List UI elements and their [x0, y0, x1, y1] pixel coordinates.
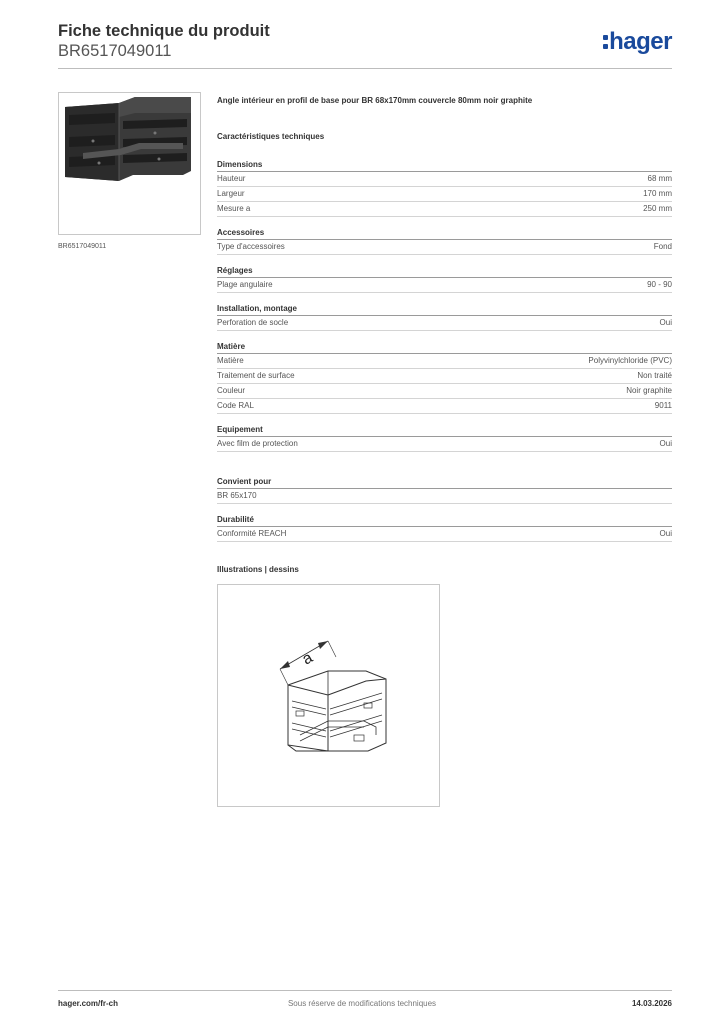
product-photo-image: [59, 93, 200, 234]
group-title: Durabilité: [217, 514, 672, 527]
spec-row: [217, 172, 672, 187]
group-title: Accessoires: [217, 227, 672, 240]
dimension-label: a: [299, 649, 316, 669]
spec-group-convient-pour: [217, 476, 672, 504]
spec-label: Mesure a: [217, 204, 251, 213]
spec-value: 9011: [654, 401, 672, 410]
spec-row: [217, 278, 672, 293]
product-description: Angle intérieur en profil de base pour BR 68x170mm couvercle 80mm noir graphite: [217, 96, 533, 105]
spec-row: [217, 316, 672, 331]
spec-value: Oui: [659, 439, 672, 448]
footer-notice: Sous réserve de modifications techniques: [287, 999, 437, 1008]
spec-label: Traitement de surface: [217, 371, 295, 380]
spec-row: [217, 187, 672, 202]
group-title: Réglages: [217, 265, 672, 278]
group-title: Dimensions: [217, 159, 672, 172]
spec-value: Oui: [659, 529, 672, 538]
spec-label: Plage angulaire: [217, 280, 273, 289]
spec-row: [217, 437, 672, 452]
spec-label: Couleur: [217, 386, 246, 395]
group-title: Convient pour: [217, 476, 672, 489]
spec-label: BR 65x170: [217, 491, 257, 500]
spec-value: 68 mm: [647, 174, 672, 183]
product-reference: BR6517049011: [58, 42, 172, 60]
spec-group-dimensions: [217, 159, 672, 217]
spec-row: [217, 354, 672, 369]
spec-row: [217, 202, 672, 217]
spec-value: 170 mm: [643, 189, 672, 198]
spec-row: [217, 240, 672, 255]
spec-group-accessoires: [217, 227, 672, 255]
spec-row: [217, 369, 672, 384]
header-divider: [58, 68, 672, 69]
spec-value: 250 mm: [643, 204, 672, 213]
spec-value: Oui: [659, 318, 672, 327]
spec-row: [217, 384, 672, 399]
specs-heading: Caractéristiques techniques: [217, 132, 325, 141]
spec-label: Conformité REACH: [217, 529, 287, 538]
spec-row: [217, 399, 672, 414]
spec-value: Polyvinylchloride (PVC): [588, 356, 672, 365]
technical-drawing-image: [218, 585, 439, 806]
spec-group-installation: [217, 303, 672, 331]
group-title: Matière: [217, 341, 672, 354]
spacer: [217, 462, 672, 476]
illustrations-heading: Illustrations | dessins: [217, 565, 299, 574]
spec-label: Code RAL: [217, 401, 254, 410]
spec-label: Matière: [217, 356, 244, 365]
logo-text: hager: [609, 28, 672, 55]
footer-divider: [58, 990, 672, 991]
spec-value: Fond: [653, 242, 672, 251]
page-title: Fiche technique du produit: [58, 22, 270, 40]
spec-label: Perforation de socle: [217, 318, 289, 327]
group-title: Equipement: [217, 424, 672, 437]
spec-label: Hauteur: [217, 174, 246, 183]
group-title: Installation, montage: [217, 303, 672, 316]
footer-website-link[interactable]: hager.com/fr-ch: [58, 999, 119, 1008]
spec-row: [217, 489, 672, 504]
photo-caption: BR6517049011: [58, 243, 107, 250]
product-details: [217, 96, 672, 552]
spec-label: Avec film de protection: [217, 439, 298, 448]
spec-label: Largeur: [217, 189, 245, 198]
spec-value: 90 - 90: [647, 280, 672, 289]
spec-group-durabilite: [217, 514, 672, 542]
spec-value: Noir graphite: [626, 386, 672, 395]
footer-date: 14.03.2026: [631, 999, 672, 1008]
product-photo: [58, 92, 201, 235]
spec-value: Non traité: [637, 371, 672, 380]
technical-drawing: [217, 584, 440, 807]
spec-group-equipement: [217, 424, 672, 452]
logo-colon-icon: [603, 34, 608, 50]
spec-group-reglages: [217, 265, 672, 293]
spec-group-matiere: [217, 341, 672, 414]
page-header: [58, 20, 672, 70]
spec-row: [217, 527, 672, 542]
spec-label: Type d'accessoires: [217, 242, 285, 251]
hager-logo: [603, 28, 672, 56]
